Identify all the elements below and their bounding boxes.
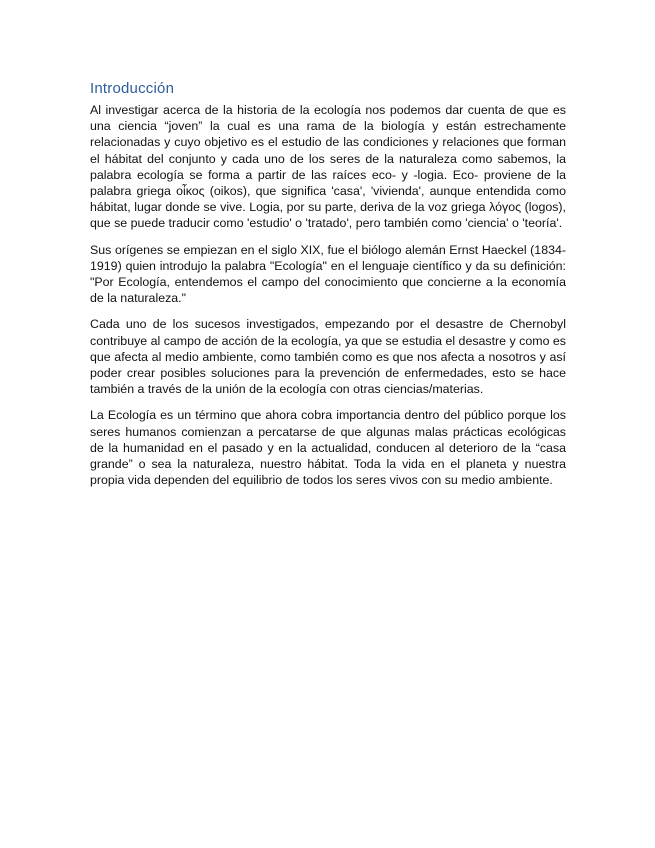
document-body <box>90 80 566 498</box>
paragraph-1: Al investigar acerca de la historia de la ecología nos podemos dar cuenta de que es una ciencia “joven” la cual es una rama de la biología y están estrechamente relacionadas y cuyo objetivo es el estudio de las condiciones y relaciones que forman el hábitat del conjunto y cada uno de los seres de la naturaleza como sabemos, la palabra ecología se forma a partir de las raíces eco- y -logia. Eco- proviene de la palabra griega οἶκος (oikos), que significa 'casa', 'vivienda', aunque entendida como hábitat, lugar donde se vive. Logia, por su parte, deriva de la voz griega λόγος (logos), que se puede traducir como 'estudio' o 'tratado', pero también como 'ciencia' o 'teoría'. <box>90 103 566 231</box>
section-heading: Introducción <box>90 80 175 97</box>
paragraph-3: Cada uno de los sucesos investigados, empezando por el desastre de Chernobyl contribuye al campo de acción de la ecología, ya que se estudia el desastre y como es que afecta al medio ambiente, como también como es que nos afecta a nosotros y así poder crear posibles soluciones para la prevención de enfermedades, esto se hace también a través de la unión de la ecología con otras ciencias/materias. <box>90 317 566 397</box>
paragraph-2: Sus orígenes se empiezan en el siglo XIX, fue el biólogo alemán Ernst Haeckel (1834-1919) quien introdujo la palabra "Ecología" en el lenguaje científico y da su definición: "Por Ecología, entendemos el campo del conocimiento que concierne a la economía de la naturaleza." <box>90 242 566 306</box>
paragraph-4: La Ecología es un término que ahora cobra importancia dentro del público porque los seres humanos comienzan a percatarse de que algunas malas prácticas ecológicas de la humanidad en el pasado y en la actualidad, conducen al deterioro de la “casa grande” o sea la naturaleza, nuestro hábitat. Toda la vida en el planeta y nuestra propia vida dependen del equilibrio de todos los seres vivos con su medio ambiente. <box>90 408 566 488</box>
